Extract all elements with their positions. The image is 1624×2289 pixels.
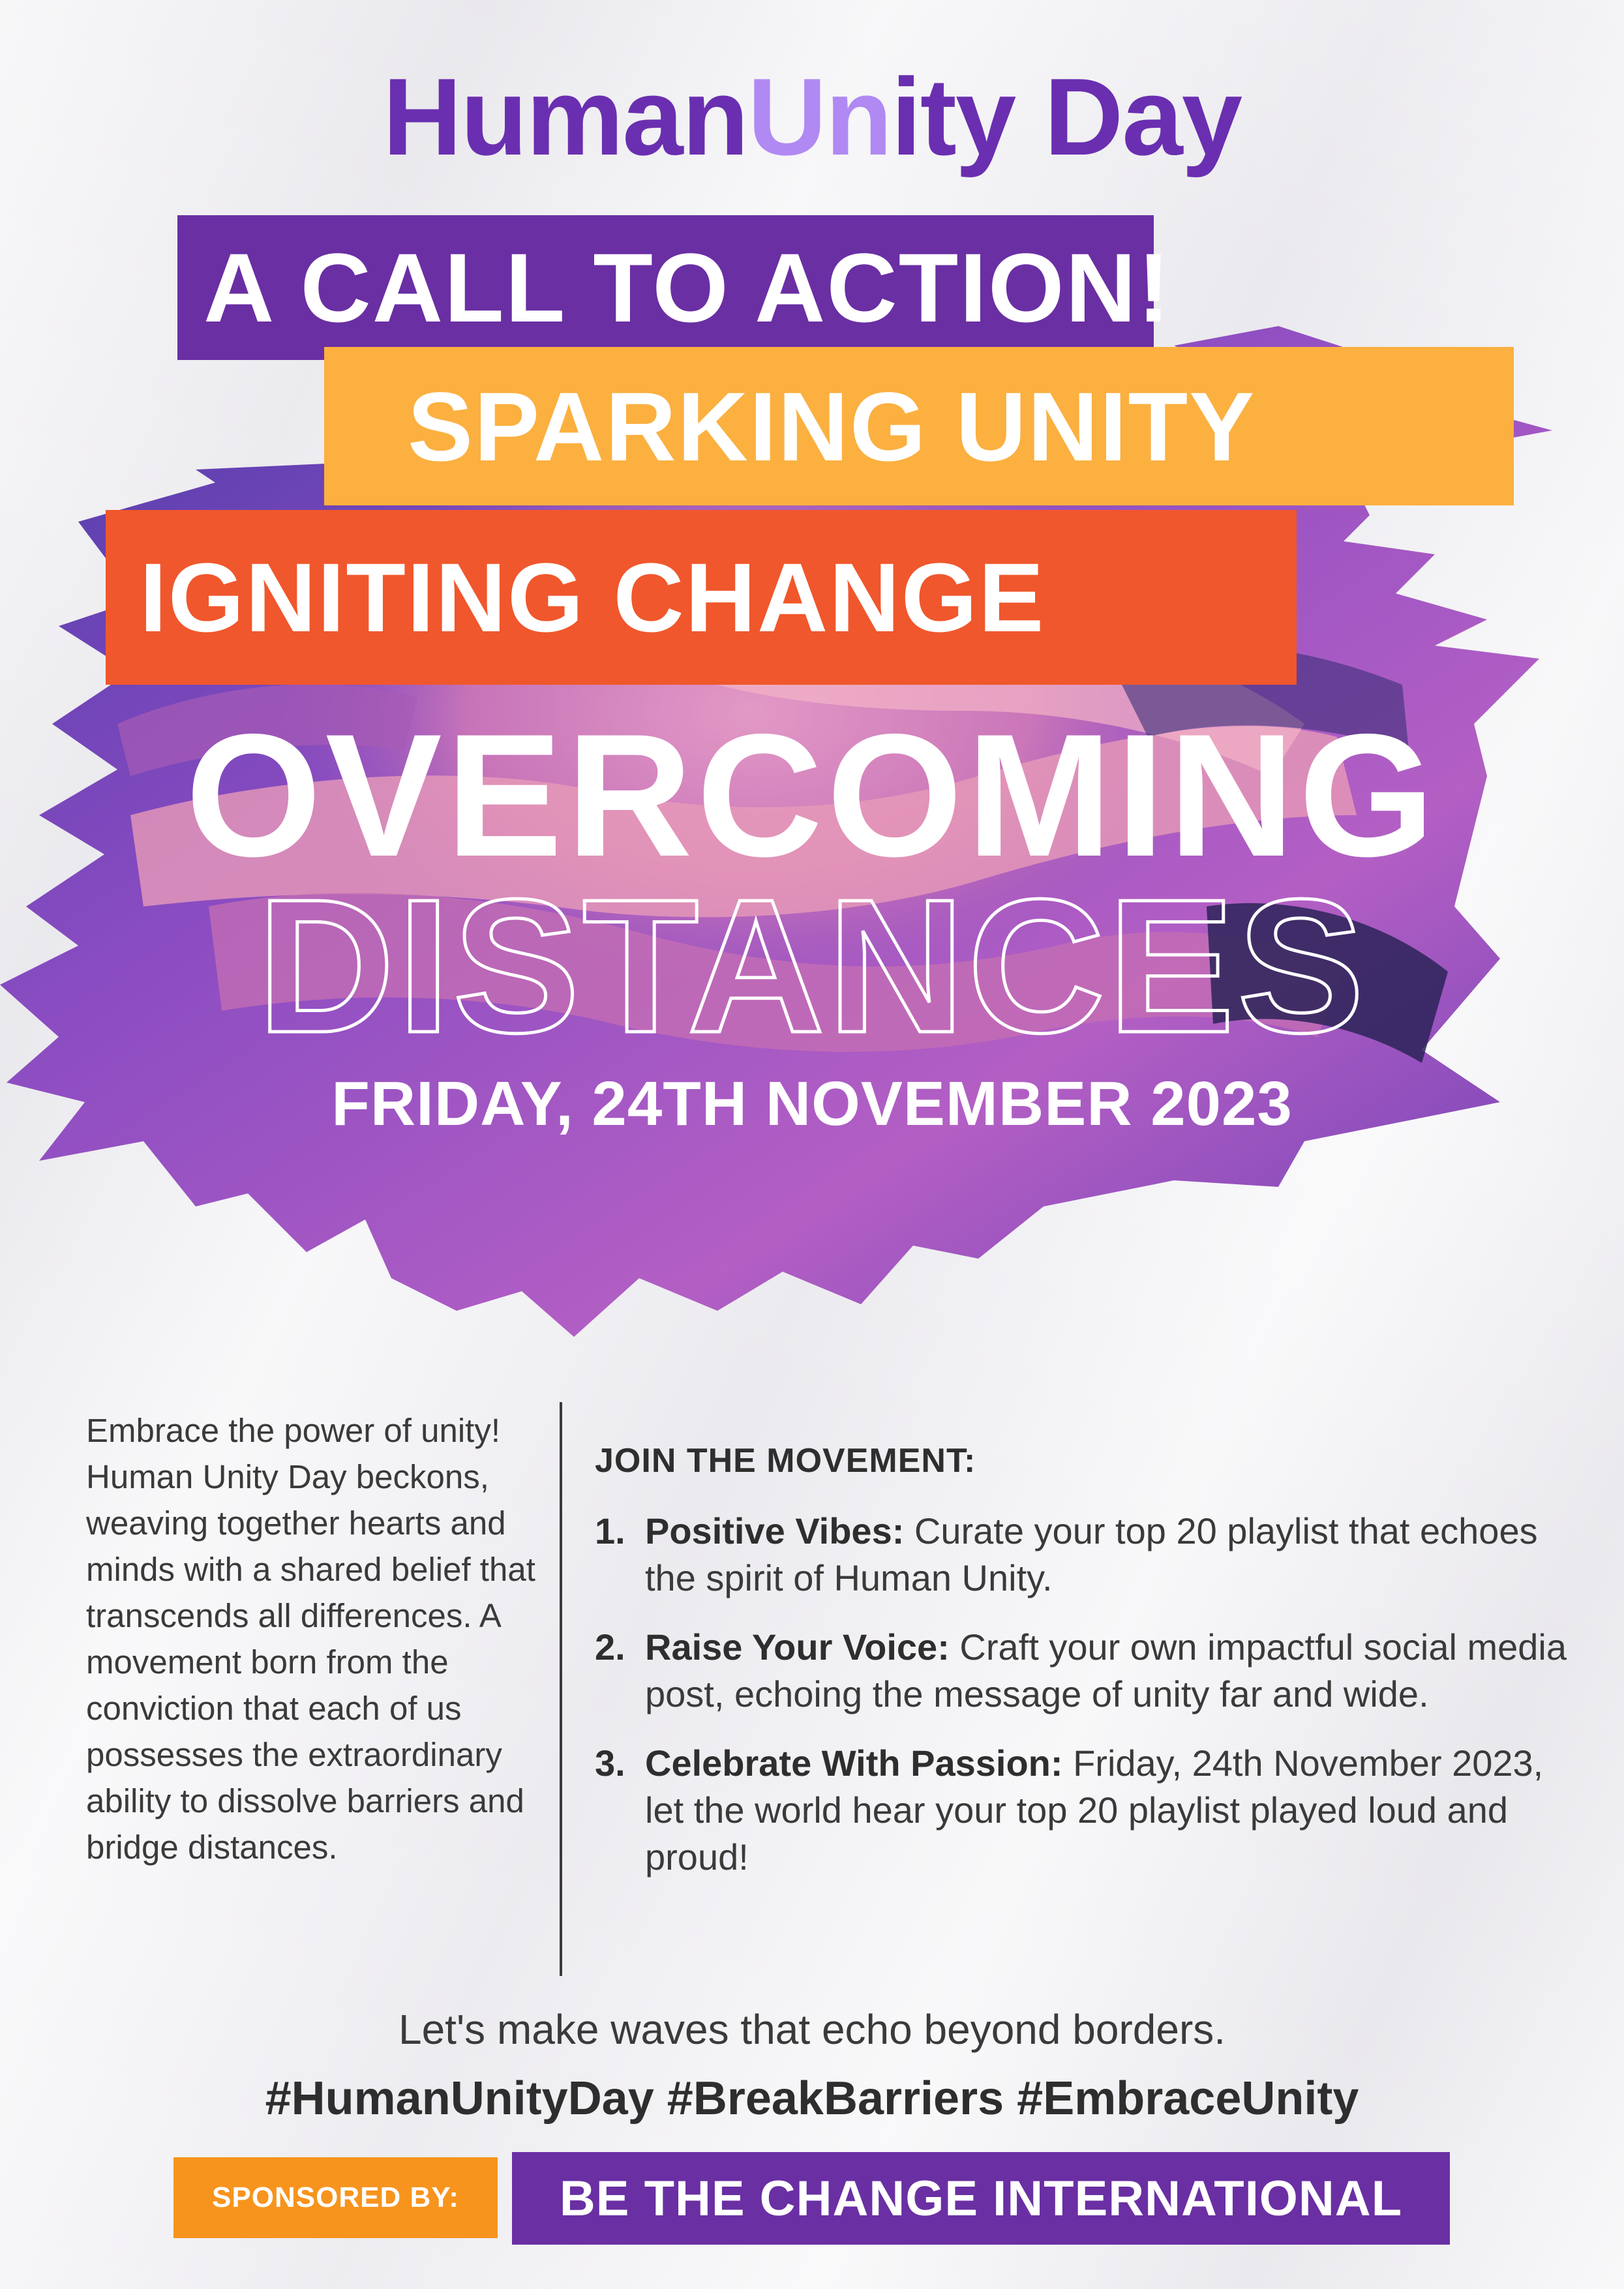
call-to-action-banner: A CALL TO ACTION! — [177, 215, 1154, 360]
closing-line: Let's make waves that echo beyond borders. — [398, 2006, 1226, 2053]
intro-paragraph: Embrace the power of unity! Human Unity Day beckons, weaving together hearts and minds with a shared belief that transcends all differences. A movement born from the conviction that each of us possesses the extraordinary ability to dissolve barriers and bridge distances. — [86, 1412, 535, 1866]
event-title — [0, 55, 1624, 178]
step-number: 3. — [595, 1743, 625, 1784]
movement-step — [595, 1508, 1573, 1602]
movement-step — [595, 1624, 1573, 1718]
event-date: FRIDAY, 24TH NOVEMBER 2023 — [331, 1069, 1293, 1139]
step-text: Curate your top 20 playlist that echoes the spirit of Human Unity. — [645, 1510, 1538, 1598]
headline-overcoming: OVERCOMING — [185, 697, 1439, 893]
hashtags: #HumanUnityDay #BreakBarriers #EmbraceUnity — [265, 2072, 1359, 2125]
sponsor-name-banner: BE THE CHANGE INTERNATIONAL — [512, 2152, 1450, 2245]
sparking-unity-banner: SPARKING UNITY — [324, 347, 1514, 505]
movement-steps-list — [595, 1508, 1573, 1903]
step-number: 2. — [595, 1626, 625, 1668]
step-lead: Raise Your Voice: — [645, 1626, 950, 1668]
movement-step — [595, 1740, 1573, 1881]
event-title-part-1: Human — [382, 55, 748, 178]
igniting-change-banner: IGNITING CHANGE — [106, 510, 1297, 685]
join-movement-heading: JOIN THE MOVEMENT: — [595, 1442, 976, 1480]
step-text: Friday, 24th November 2023, let the world hear your top 20 playlist played loud and proud! — [645, 1743, 1544, 1878]
step-text: Craft your own impactful social media post, echoing the message of unity far and wide. — [645, 1626, 1567, 1714]
step-lead: Positive Vibes: — [645, 1510, 905, 1551]
headline-distances: DISTANCES — [257, 860, 1367, 1072]
event-title-highlight: Un — [747, 55, 892, 178]
sponsored-by-label: SPONSORED BY: — [173, 2157, 498, 2238]
event-title-part-3: ity Day — [891, 55, 1242, 178]
step-number: 1. — [595, 1510, 625, 1551]
step-lead: Celebrate With Passion: — [645, 1743, 1063, 1784]
column-divider — [560, 1402, 562, 1976]
